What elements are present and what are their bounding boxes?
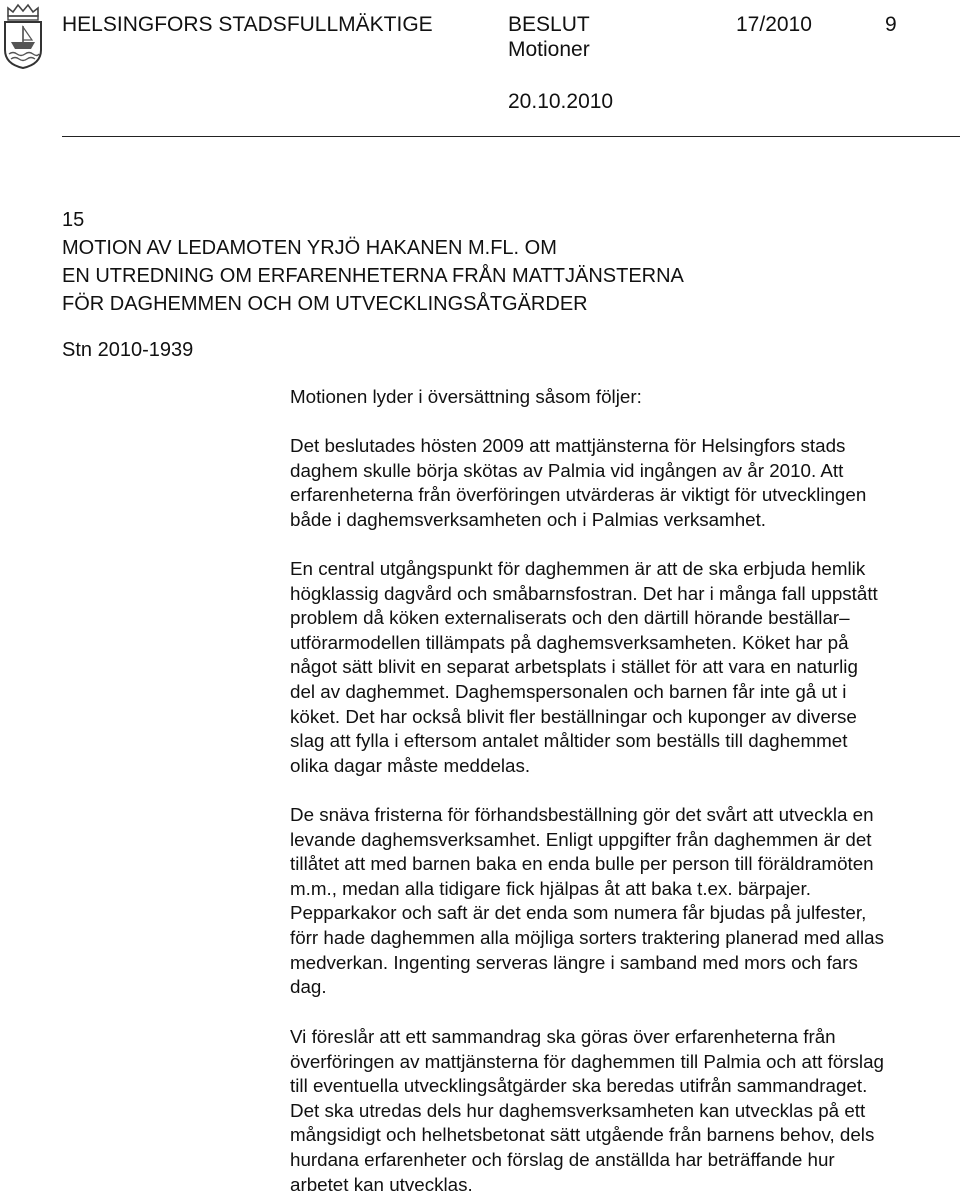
text-line: erfarenheterna från överföringen utvärderas är viktigt för utvecklingen [290, 484, 867, 506]
body-intro: Motionen lyder i översättning såsom följer: [290, 386, 642, 407]
header-decision-number: 17/2010 [736, 13, 812, 36]
text-line: till eventuella utvecklingsåtgärder ska beredas utifrån sammandraget. [290, 1075, 868, 1097]
text-line: utförarmodellen tillämpats på daghemsverksamheten. Köket har på [290, 631, 849, 653]
text-line: slag att fylla i eftersom antalet måltider som beställs till daghemmet [290, 730, 848, 752]
text-line: något sätt blivit en separat arbetsplats i stället för att vara en naturlig [290, 656, 858, 678]
text-line: dag. [290, 976, 327, 998]
body-paragraph-3 [290, 803, 960, 1000]
text-line: mångsidigt och helhetsbetonat sätt utgående från barnens behov, dels [290, 1124, 875, 1146]
text-line: del av daghemmet. Daghemspersonalen och barnen får inte gå ut i [290, 680, 847, 702]
body-paragraph-4 [290, 1025, 960, 1197]
text-line: högklassig dagvård och småbarnsfostran. Det har i många fall uppstått [290, 582, 878, 604]
text-line: problem då köken externaliserats och den därtill hörande beställar– [290, 607, 850, 629]
text-line: överföringen av mattjänsterna för daghemmen till Palmia och att förslag [290, 1050, 884, 1072]
text-line: m.m., medan alla tidigare fick hjälpas åt att baka t.ex. bärpajer. [290, 877, 811, 899]
text-line: medverkan. Ingenting serveras längre i samband med mors och fars [290, 951, 858, 973]
item-title-line-1: MOTION AV LEDAMOTEN YRJÖ HAKANEN M.FL. OM [62, 237, 557, 259]
header-doc-subtype: Motioner [508, 38, 590, 61]
text-line: Det beslutades hösten 2009 att mattjänsterna för Helsingfors stads [290, 435, 846, 456]
city-coat-of-arms-logo [2, 2, 44, 70]
header-organization: HELSINGFORS STADSFULLMÄKTIGE [62, 13, 433, 36]
body-paragraph-2 [290, 557, 960, 778]
header-date: 20.10.2010 [508, 90, 614, 113]
text-line: köket. Det har också blivit fler beställningar och kuponger av diverse [290, 705, 857, 727]
text-line: Pepparkakor och saft är det enda som numera får bjudas på julfester, [290, 902, 867, 924]
text-line: levande daghemsverksamhet. Enligt uppgifter från daghemmen är det [290, 828, 872, 850]
text-line: både i daghemsverksamheten och i Palmias verksamhet. [290, 508, 767, 530]
item-number: 15 [62, 209, 85, 231]
header-doc-type: BESLUT [508, 13, 590, 36]
text-line: daghem skulle börja skötas av Palmia vid ingången av år 2010. Att [290, 459, 844, 481]
text-line: hurdana erfarenheter och förslag de anställda har beträffande hur [290, 1148, 835, 1170]
header-divider [62, 136, 960, 137]
header-page-number: 9 [885, 13, 897, 36]
body-paragraph-1 [290, 434, 960, 532]
item-title-line-3: FÖR DAGHEMMEN OCH OM UTVECKLINGSÅTGÄRDER [62, 293, 588, 315]
text-line: olika dagar måste meddelas. [290, 754, 531, 776]
text-line: tillåtet att med barnen baka en enda bulle per person till föräldramöten [290, 853, 874, 875]
item-title-line-2: EN UTREDNING OM ERFARENHETERNA FRÅN MATTJÄNSTERNA [62, 265, 684, 287]
text-line: En central utgångspunkt för daghemmen är att de ska erbjuda hemlik [290, 558, 866, 579]
item-reference: Stn 2010-1939 [62, 339, 194, 361]
text-line: Det ska utredas dels hur daghemsverksamheten kan utvecklas på ett [290, 1099, 866, 1121]
text-line: förr hade daghemmen alla möjliga sorters traktering planerad med allas [290, 926, 885, 948]
text-line: Vi föreslår att ett sammandrag ska göras över erfarenheterna från [290, 1026, 836, 1047]
text-line: arbetet kan utvecklas. [290, 1173, 473, 1195]
text-line: De snäva fristerna för förhandsbeställning gör det svårt att utveckla en [290, 804, 874, 825]
